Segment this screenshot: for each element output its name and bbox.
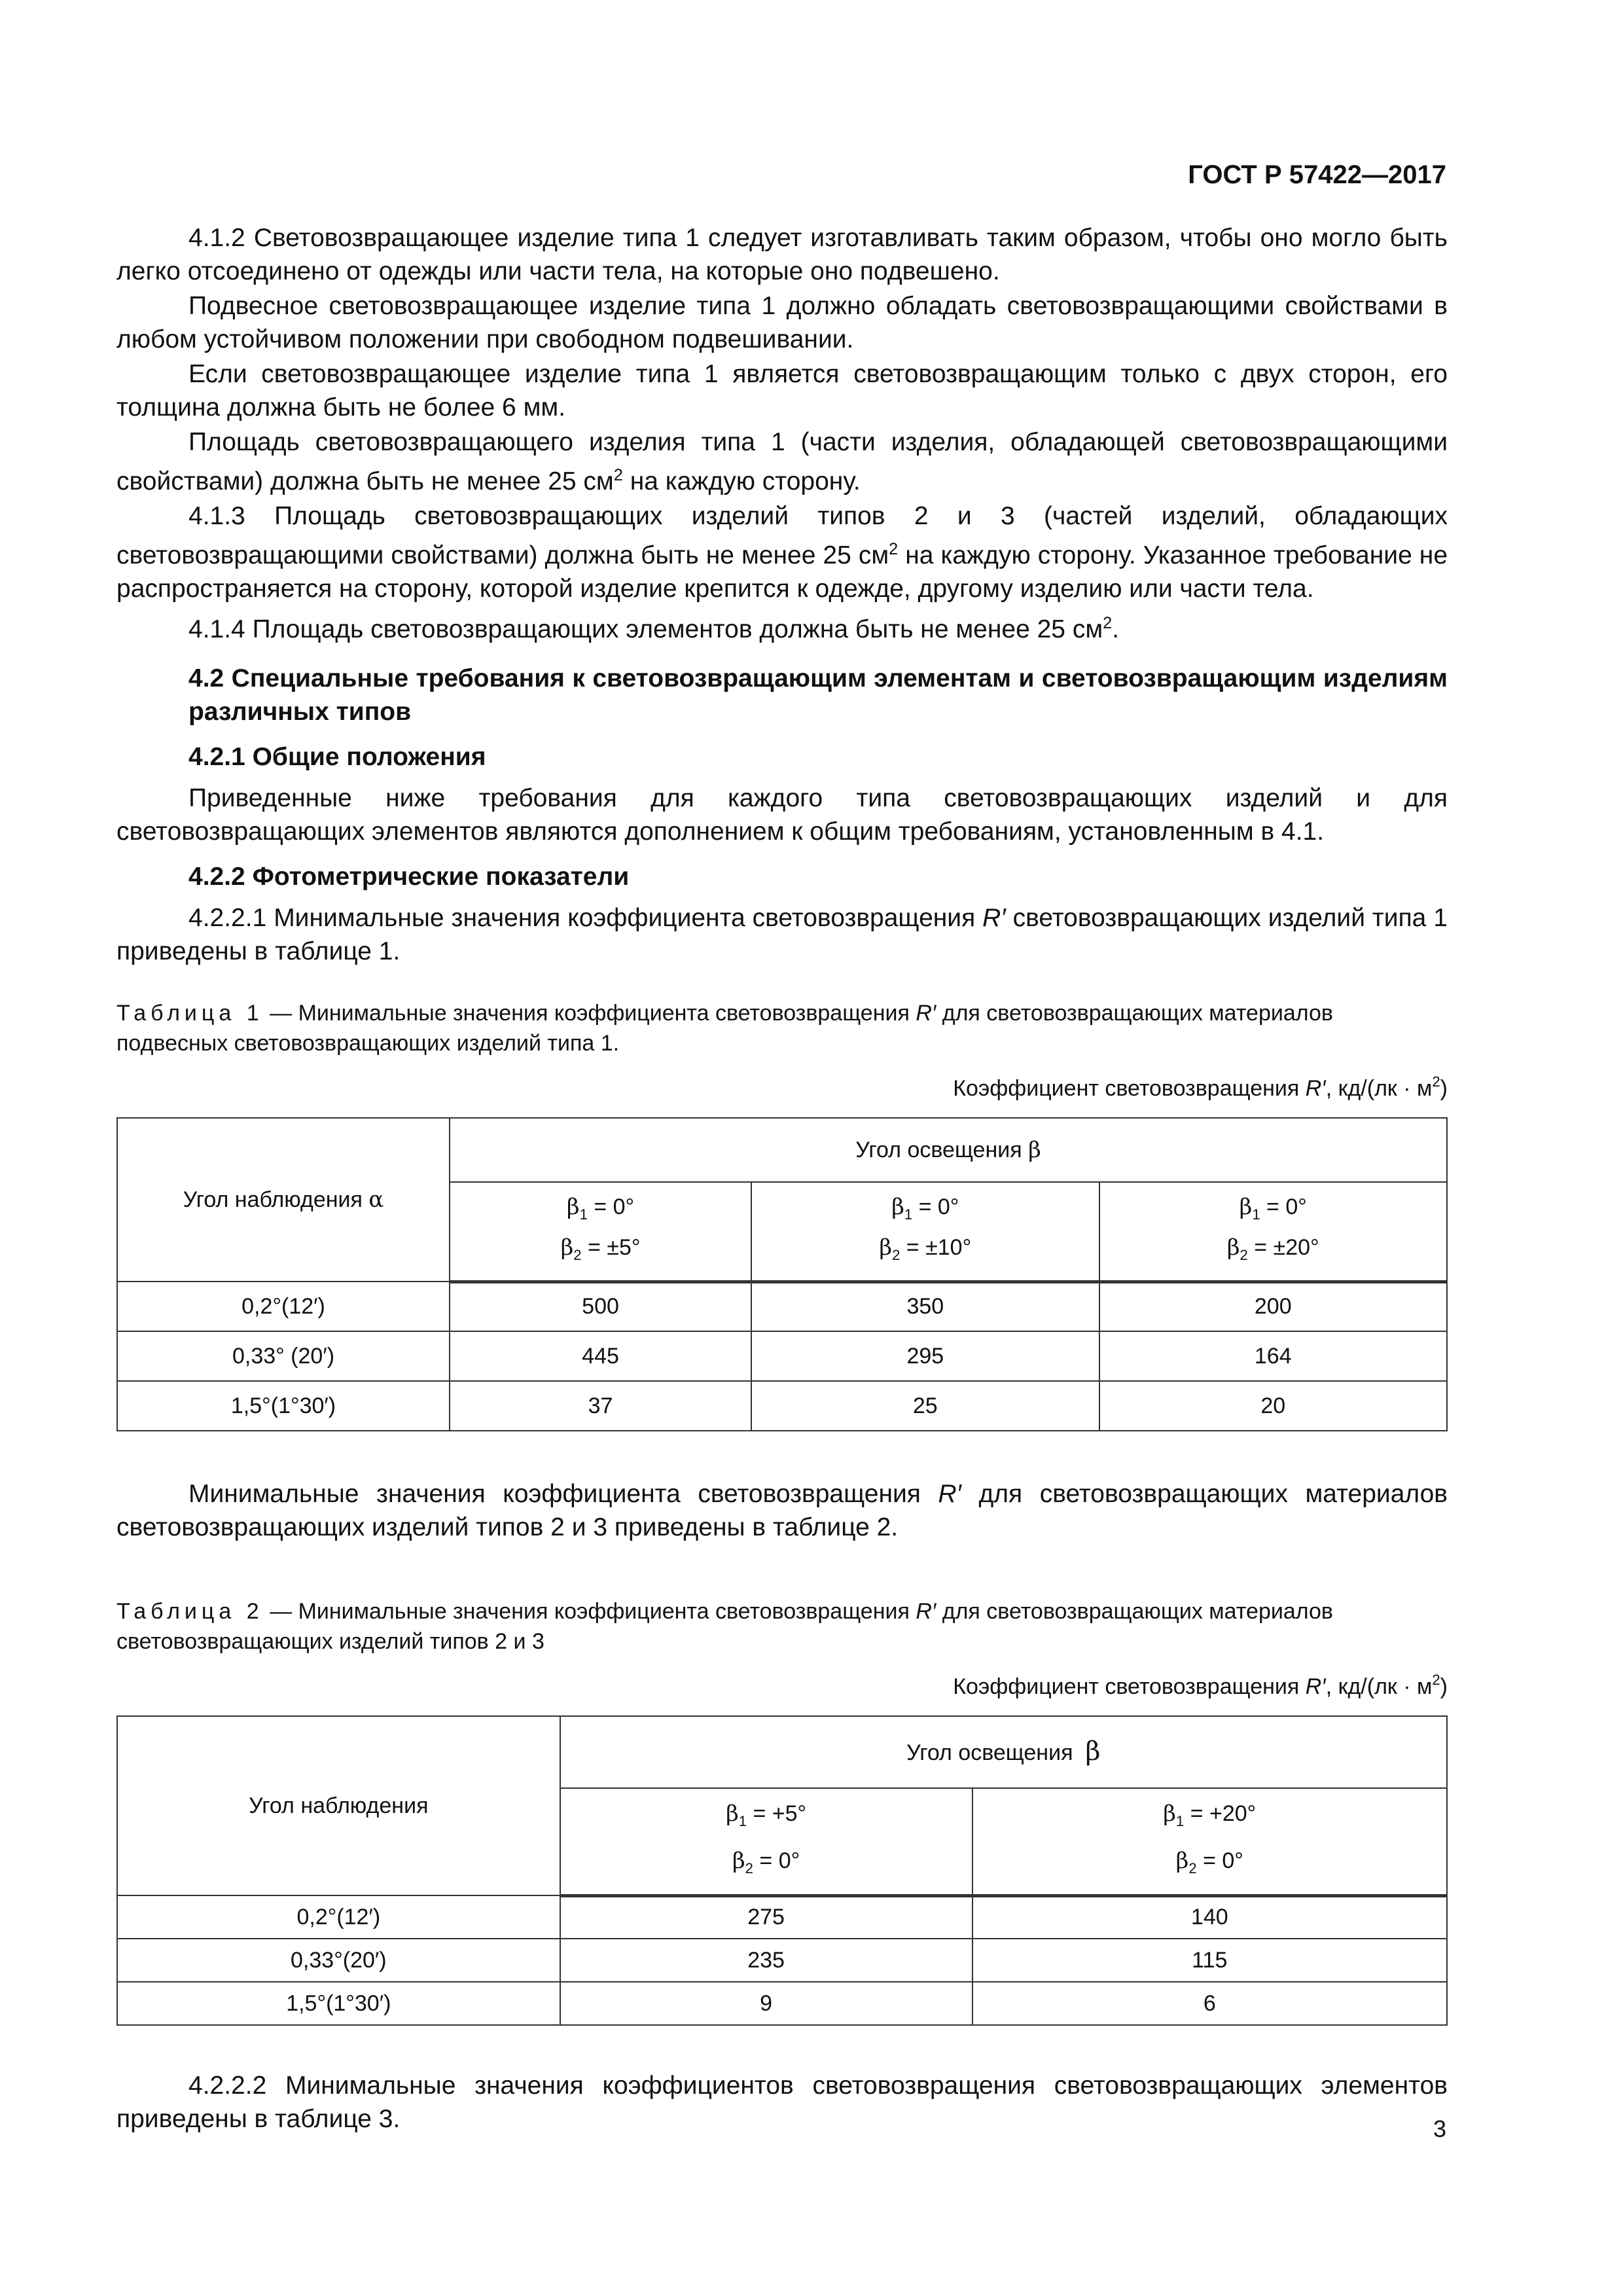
- table-row: [117, 1895, 1447, 1939]
- page-content: [116, 221, 1448, 2136]
- table-cell: 0,33°(20′): [117, 1939, 560, 1982]
- table1-subheader: $\beta_1 = 0^\circ$ $\beta_2 = \pm 10^\circ$: [751, 1182, 1099, 1282]
- table-cell: 275: [560, 1895, 972, 1939]
- table-cell: 1,5°(1°30′): [117, 1381, 450, 1431]
- table1-header-illumination: Угол освещения β: [450, 1118, 1447, 1182]
- table-cell: 1,5°(1°30′): [117, 1982, 560, 2025]
- paragraph-pendant: Подвесное световозвращающее изделие типа 1 должно обладать световозвращающими свойствами в любом устойчивом положении при свободном подвешивании.: [116, 292, 1448, 353]
- table-cell: 200: [1099, 1282, 1447, 1331]
- table-row: [117, 1331, 1447, 1381]
- table-cell: 25: [751, 1381, 1099, 1431]
- table1: [116, 1117, 1448, 1431]
- table-row: [117, 1939, 1447, 1982]
- paragraph-4-1-4: 4.1.4 Площадь световозвращающих элементов должна быть не менее 25 $см^2$.: [188, 614, 1120, 643]
- table-cell: 0,33° (20′): [117, 1331, 450, 1381]
- table-cell: 9: [560, 1982, 972, 2025]
- table2-header-illumination: Угол освещения β: [560, 1716, 1447, 1788]
- document-header: ГОСТ Р 57422—2017: [1188, 160, 1446, 189]
- table2-caption: Таблица 2 — Минимальные значения коэффициента световозвращения R′ для световозвращающих материалов световозвращающих изделий типов 2 и 3: [116, 1599, 1333, 1654]
- table1-subheader: $\beta_1 = 0^\circ$ $\beta_2 = \pm 5^\circ$: [450, 1182, 751, 1282]
- table-row: [117, 1381, 1447, 1431]
- section-heading-4-2-2: 4.2.2 Фотометрические показатели: [188, 863, 630, 891]
- paragraph-4-1-3: 4.1.3 Площадь световозвращающих изделий типов 2 и 3 (частей изделий, обладающих световозвращающими свойствами) должна быть не менее 25 $см^2$ на каждую сторону. Указанное требование не распространяется на сторону, которой изделие крепится к одежде, другому изделию или части тела.: [116, 502, 1448, 603]
- table2-unit: Коэффициент световозвращения R′, $кд/(лк \cdot м^2)$: [953, 1672, 1448, 1699]
- table-cell: 37: [450, 1381, 751, 1431]
- table-cell: 235: [560, 1939, 972, 1982]
- table-cell: 0,2°(12′): [117, 1895, 560, 1939]
- paragraph-4-1-2: 4.1.2 Световозвращающее изделие типа 1 следует изготавливать таким образом, чтобы оно могло быть легко отсоединено от одежды или части тела, на которые оно подвешено.: [116, 224, 1448, 285]
- table-row: [117, 1282, 1447, 1331]
- section-heading-4-2-1: 4.2.1 Общие положения: [188, 743, 486, 771]
- table2-subheader: $\beta_1 = +20^\circ$ $\beta_2 = 0^\circ$: [972, 1788, 1447, 1895]
- table-cell: 500: [450, 1282, 751, 1331]
- table-row: [117, 1982, 1447, 2025]
- table-cell: 6: [972, 1982, 1447, 2025]
- table1-caption: Таблица 1 — Минимальные значения коэффициента световозвращения R′ для световозвращающих материалов подвесных световозвращающих изделий типа 1.: [116, 1001, 1333, 1056]
- table2: [116, 1715, 1448, 2026]
- table1-unit: Коэффициент световозвращения R′, $кд/(лк \cdot м^2)$: [953, 1073, 1448, 1101]
- paragraph-area-type1: Площадь световозвращающего изделия типа 1 (части изделия, обладающей световозвращающими свойствами) должна быть не менее 25 $см^2$ на каждую сторону.: [116, 428, 1448, 495]
- table1-subheader: $\beta_1 = 0^\circ$ $\beta_2 = \pm 20^\circ$: [1099, 1182, 1447, 1282]
- section-heading-4-2: 4.2 Специальные требования к световозвращающим элементам и световозвращающим изделиям различных типов: [188, 664, 1448, 726]
- paragraph-general: Приведенные ниже требования для каждого типа световозвращающих изделий и для световозвращающих элементов являются дополнением к общим требованиям, установленным в 4.1.: [116, 784, 1448, 846]
- table-cell: 115: [972, 1939, 1447, 1982]
- table-cell: 164: [1099, 1331, 1447, 1381]
- page-number: 3: [1433, 2115, 1446, 2142]
- table-cell: 140: [972, 1895, 1447, 1939]
- table2-header-observation: Угол наблюдения: [117, 1716, 560, 1895]
- table-cell: 445: [450, 1331, 751, 1381]
- table-cell: 0,2°(12′): [117, 1282, 450, 1331]
- table-cell: 350: [751, 1282, 1099, 1331]
- table-cell: 20: [1099, 1381, 1447, 1431]
- table1-header-observation: Угол наблюдения α: [117, 1118, 450, 1282]
- paragraph-4-2-2-2: 4.2.2.2 Минимальные значения коэффициентов световозвращения световозвращающих элементов приведены в таблице 3.: [116, 2072, 1448, 2133]
- paragraph-4-2-2-1: 4.2.2.1 Минимальные значения коэффициента световозвращения R′ световозвращающих изделий типа 1 приведены в таблице 1.: [116, 904, 1448, 965]
- table2-subheader: $\beta_1 = +5^\circ$ $\beta_2 = 0^\circ$: [560, 1788, 972, 1895]
- paragraph-thickness: Если световозвращающее изделие типа 1 является световозвращающим только с двух сторон, его толщина должна быть не более 6 мм.: [116, 360, 1448, 422]
- table-cell: 295: [751, 1331, 1099, 1381]
- paragraph-table2-intro: Минимальные значения коэффициента световозвращения R′ для световозвращающих материалов световозвращающих изделий типов 2 и 3 приведены в таблице 2.: [116, 1480, 1448, 1541]
